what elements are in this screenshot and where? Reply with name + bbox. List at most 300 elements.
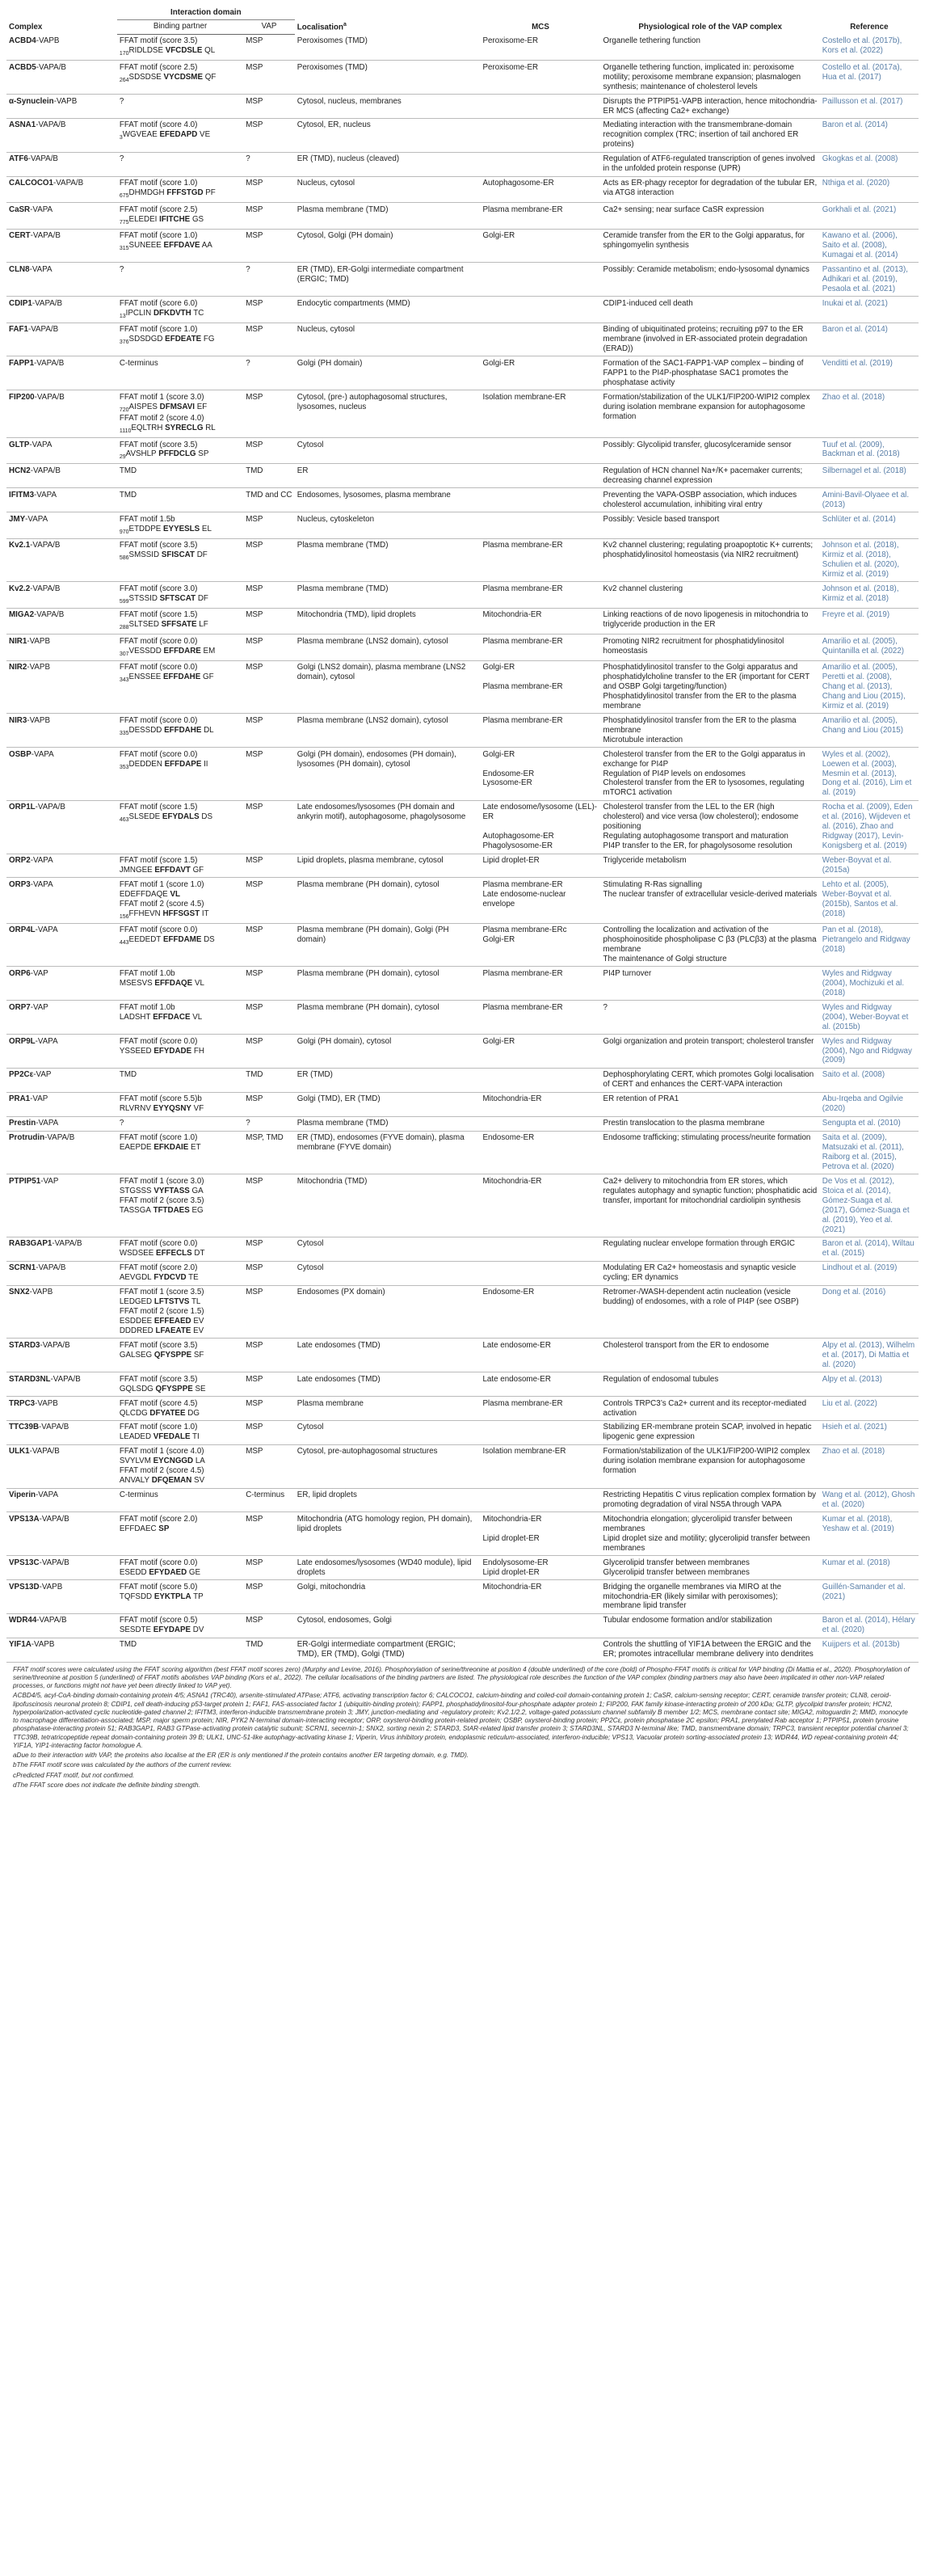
role-cell xyxy=(601,1035,820,1069)
col-vap: VAP xyxy=(243,19,295,34)
table-row xyxy=(6,263,919,297)
complex-name: Protrudin xyxy=(9,1133,45,1143)
mcs-line: Peroxisome-ER xyxy=(482,36,539,45)
role-cell xyxy=(601,748,820,801)
complex-vap: -VAPB xyxy=(27,715,51,725)
mcs-line: Lipid droplet-ER xyxy=(482,856,540,866)
binding-partner-cell xyxy=(117,923,243,967)
vap-domain-line: ? xyxy=(246,358,250,368)
motif-segment: ET xyxy=(188,1143,201,1152)
vap-domain-cell xyxy=(243,878,295,923)
role-line: Retromer-/WASH-dependent actin nucleation (vesicle budding) of endosomes, with a role of PI4P (see OSBP) xyxy=(603,1288,799,1307)
motif-segment: DV xyxy=(191,1625,204,1635)
vap-domain-cell xyxy=(243,1001,295,1035)
reference-cell xyxy=(820,263,919,297)
reference-line: Costello et al. (2017b), Kors et al. (2022) xyxy=(822,36,902,55)
role-line: Glycerolipid transfer between membranes xyxy=(603,1567,750,1577)
motif-segment: LF xyxy=(196,620,208,630)
reference-cell xyxy=(820,800,919,854)
binding-partner-cell xyxy=(117,854,243,878)
localisation-cell xyxy=(295,1116,481,1131)
vap-domain-cell xyxy=(243,263,295,297)
motif-score: FFAT motif (score 3.5) xyxy=(119,440,198,449)
motif-score: ? xyxy=(119,96,124,106)
mcs-cell xyxy=(480,1613,600,1638)
localisation-cell xyxy=(295,323,481,356)
role-cell xyxy=(601,1131,820,1174)
reference-cell xyxy=(820,1420,919,1444)
complex-cell xyxy=(6,176,117,202)
mcs-line: Golgi-ER xyxy=(482,663,515,672)
vap-domain-cell xyxy=(243,1261,295,1285)
mcs-line xyxy=(482,299,598,309)
complex-name: SCRN1 xyxy=(9,1263,36,1273)
complex-vap: -VAPA/B xyxy=(30,541,61,550)
vap-domain-line: MSP xyxy=(246,1094,263,1104)
localisation-cell xyxy=(295,1372,481,1397)
vap-domain-line: MSP xyxy=(246,325,263,335)
mcs-line: Phagolysosome-ER xyxy=(482,841,553,851)
role-line: Formation/stabilization of the ULK1/FIP200-WIPI2 complex during isolation membrane expansion for autophagosome formation xyxy=(603,1447,810,1476)
mcs-cell xyxy=(480,95,600,119)
localisation-line: Plasma membrane (TMD) xyxy=(296,541,389,550)
reference-line: Liu et al. (2022) xyxy=(822,1398,877,1408)
table-row xyxy=(6,878,919,923)
reference-cell xyxy=(820,1068,919,1092)
table-footnotes xyxy=(6,1663,919,1795)
complex-name: RAB3GAP1 xyxy=(9,1239,53,1249)
role-cell xyxy=(601,61,820,95)
binding-partner-cell xyxy=(117,748,243,801)
motif-segment: SF xyxy=(191,1350,204,1360)
mcs-cell xyxy=(480,1116,600,1131)
localisation-cell xyxy=(295,263,481,297)
col-reference: Reference xyxy=(850,23,889,32)
motif-segment: DF xyxy=(196,593,208,603)
role-line: Regulation of ATF6-regulated transcription of genes involved in the unfolded protein response (UPR) xyxy=(603,154,815,174)
localisation-line: ER xyxy=(296,466,309,475)
binding-partner-cell xyxy=(117,714,243,748)
mcs-line xyxy=(482,120,598,130)
motif-score: FFAT motif (score 3.5) xyxy=(119,36,198,46)
complex-name: CDIP1 xyxy=(9,298,32,308)
motif-segment: SESDTE xyxy=(119,1625,152,1635)
complex-name: ORP3 xyxy=(9,879,31,889)
localisation-cell xyxy=(295,356,481,390)
role-line: Stimulating R-Ras signalling xyxy=(603,879,703,889)
role-line: Cholesterol transfer from the LEL to the ER (high cholesterol) and vice versa (low cholesterol); endosome positioning xyxy=(603,803,799,832)
localisation-cell xyxy=(295,967,481,1001)
motif-segment: GQLSDG xyxy=(119,1384,153,1393)
reference-cell xyxy=(820,118,919,152)
mcs-cell xyxy=(480,635,600,660)
vap-domain-line: MSP xyxy=(246,179,263,188)
role-line: Binding of ubiquitinated proteins; recruiting p97 to the ER membrane (involved in ER-associated protein degradation (ERAD)) xyxy=(603,325,808,353)
mcs-line xyxy=(482,822,598,832)
complex-cell xyxy=(6,1556,117,1580)
reference-line: Alpy et al. (2013) xyxy=(822,1374,882,1384)
motif-score: FFAT motif (score 6.0) xyxy=(119,298,198,308)
complex-cell xyxy=(6,582,117,608)
complex-name: VPS13D xyxy=(9,1582,40,1592)
reference-line: Nthiga et al. (2020) xyxy=(822,179,890,188)
motif-score: FFAT motif (score 3.0) xyxy=(119,584,198,593)
motif-segment: EDEFFDAQE xyxy=(119,889,168,899)
motif-sequence xyxy=(120,760,241,771)
motif-score: FFAT motif (score 0.0) xyxy=(119,636,198,646)
vap-domain-line: MSP xyxy=(246,541,263,550)
complex-cell xyxy=(6,1444,117,1488)
vap-domain-cell xyxy=(243,1580,295,1614)
binding-partner-cell xyxy=(117,488,243,512)
reference-line: Pan et al. (2018), Pietrangelo and Ridgway (2018) xyxy=(822,925,910,955)
motif-segment: EFYDAED xyxy=(146,1567,187,1577)
binding-partner-cell xyxy=(117,1261,243,1285)
motif-segment: FYDCVD xyxy=(151,1273,187,1283)
motif-score: FFAT motif (score 4.0) xyxy=(119,120,198,130)
reference-line: Wang et al. (2012), Ghosh et al. (2020) xyxy=(822,1490,915,1509)
complex-name: ORP7 xyxy=(9,1002,31,1012)
table-row xyxy=(6,323,919,356)
motif-segment: VF xyxy=(191,1104,204,1114)
motif-segment: EFFDAME xyxy=(161,935,202,945)
reference-cell xyxy=(820,1339,919,1372)
reference-line: Silbernagel et al. (2018) xyxy=(822,466,906,475)
motif-sequence xyxy=(120,1385,241,1394)
reference-line: Amarilio et al. (2005), Peretti et al. (2008), Chang et al. (2013), Chang and Liou (2015), Kirmiz et al. (2019) xyxy=(822,663,906,710)
role-line: Golgi organization and protein transport; cholesterol transfer xyxy=(603,1036,814,1046)
complex-cell xyxy=(6,1131,117,1174)
localisation-cell xyxy=(295,1638,481,1662)
role-line: Regulation of PI4P levels on endosomes xyxy=(603,769,746,778)
binding-partner-cell xyxy=(117,95,243,119)
mcs-cell xyxy=(480,488,600,512)
motif-segment: SE xyxy=(192,1384,206,1393)
mcs-line: Late endosome-nuclear envelope xyxy=(482,889,566,909)
table-row xyxy=(6,512,919,538)
motif-segment: EAEPDE xyxy=(119,1143,152,1152)
role-line: PI4P transfer to the ER, for phagolysosome resolution xyxy=(603,841,793,851)
role-line: Tubular endosome formation and/or stabilization xyxy=(603,1616,772,1625)
vap-domain-line: MSP xyxy=(246,440,263,449)
localisation-line: Cytosol, (pre-) autophagosomal structures, lysosomes, nucleus xyxy=(296,392,448,411)
complex-cell xyxy=(6,1420,117,1444)
localisation-line: Nucleus, cytosol xyxy=(296,325,355,335)
vap-domain-line: MSP xyxy=(246,298,263,308)
motif-segment: EFDEATE xyxy=(162,335,202,344)
vap-domain-line: MSP xyxy=(246,1447,263,1457)
motif-score: FFAT motif 1 (score 3.0) xyxy=(119,392,204,402)
motif-segment: SYRECLG xyxy=(162,424,204,433)
complex-vap: -VAPA xyxy=(30,879,53,889)
motif-score: ? xyxy=(119,1119,124,1128)
reference-cell xyxy=(820,1001,919,1035)
mcs-line: Plasma membrane-ERc xyxy=(482,925,567,935)
complex-cell xyxy=(6,1339,117,1372)
table-row xyxy=(6,923,919,967)
motif-score: ? xyxy=(119,154,124,164)
complex-name: FIP200 xyxy=(9,392,35,402)
motif-position: 264 xyxy=(119,77,129,83)
localisation-cell xyxy=(295,1580,481,1614)
role-cell xyxy=(601,714,820,748)
complex-vap: -VAP xyxy=(30,1002,48,1012)
complex-vap: -VAPA/B xyxy=(30,466,61,475)
reference-line: Freyre et al. (2019) xyxy=(822,610,890,620)
role-line: Dephosphorylating CERT, which promotes Golgi localisation of CERT and enhances the CERT-VAPA interaction xyxy=(603,1070,814,1090)
motif-score: FFAT motif (score 3.5) xyxy=(119,1340,198,1350)
complex-vap: -VAP xyxy=(30,968,48,978)
motif-position: 586 xyxy=(119,555,129,562)
reference-line: Hsieh et al. (2021) xyxy=(822,1423,887,1432)
vap-domain-cell xyxy=(243,635,295,660)
vap-domain-cell xyxy=(243,582,295,608)
table-row xyxy=(6,1092,919,1116)
vap-domain-cell xyxy=(243,1068,295,1092)
vap-domain-cell xyxy=(243,356,295,390)
motif-sequence xyxy=(120,46,241,57)
reference-line: Baron et al. (2014), Wiltau et al. (2015) xyxy=(822,1239,914,1258)
motif-segment: EFYDADE xyxy=(151,1046,192,1056)
role-line: Cholesterol transport from the ER to endosome xyxy=(603,1340,769,1350)
localisation-line: Golgi (TMD), ER (TMD) xyxy=(296,1094,381,1104)
motif-segment: QL xyxy=(202,46,216,56)
role-cell xyxy=(601,635,820,660)
motif-segment: FFHEVN xyxy=(128,909,161,918)
motif-segment: FFFSTGD xyxy=(164,188,204,198)
motif-segment: EFKDAIE xyxy=(151,1143,189,1152)
vap-domain-line: C-terminus xyxy=(246,1490,285,1500)
localisation-line: Golgi, mitochondria xyxy=(296,1582,366,1592)
complex-vap: -VAPA xyxy=(25,514,48,524)
table-row xyxy=(6,118,919,152)
motif-segment: RLVRNV xyxy=(119,1104,151,1114)
localisation-line: Nucleus, cytoskeleton xyxy=(296,514,375,524)
role-line: Disrupts the PTPIP51-VAPB interaction, hence mitochondria-ER MCS (affecting Ca2+ exchange) xyxy=(603,96,818,116)
complex-vap: -VAPA/B xyxy=(50,1374,81,1384)
vap-domain-line: MSP xyxy=(246,856,263,866)
motif-segment: EFFDAQE xyxy=(152,978,193,988)
complex-vap: -VAPA xyxy=(31,749,54,759)
role-cell xyxy=(601,1001,820,1035)
motif-segment: SP xyxy=(156,1524,170,1533)
localisation-line: Plasma membrane (TMD) xyxy=(296,1119,389,1128)
mcs-line xyxy=(482,1616,598,1625)
motif-sequence xyxy=(120,1317,241,1326)
reference-line: Schlüter et al. (2014) xyxy=(822,514,896,524)
vap-domain-cell xyxy=(243,152,295,176)
complex-name: NIR1 xyxy=(9,636,27,646)
binding-partner-cell xyxy=(117,1174,243,1237)
col-physiological-role: Physiological role of the VAP complex xyxy=(638,23,782,32)
mcs-line: Endosome-ER xyxy=(482,1133,535,1143)
complex-name: VPS13C xyxy=(9,1558,40,1567)
motif-segment: DHMDGH xyxy=(128,188,165,198)
motif-segment: VL xyxy=(190,1012,203,1022)
binding-partner-cell xyxy=(117,1092,243,1116)
localisation-cell xyxy=(295,297,481,323)
mcs-line xyxy=(482,1070,598,1080)
localisation-cell xyxy=(295,176,481,202)
mcs-cell xyxy=(480,512,600,538)
vap-domain-line: MSP xyxy=(246,62,263,72)
vap-domain-line: MSP xyxy=(246,610,263,620)
motif-segment: TP xyxy=(191,1592,204,1601)
complex-vap: -VAPA xyxy=(34,490,57,500)
complex-cell xyxy=(6,229,117,263)
complex-name: ASNA1 xyxy=(9,120,36,130)
role-line: Ceramide transfer from the ER to the Golgi apparatus, for sphingomyelin synthesis xyxy=(603,231,805,250)
role-cell xyxy=(601,152,820,176)
complex-cell xyxy=(6,297,117,323)
motif-segment: II xyxy=(201,759,208,769)
motif-segment: EFEDAPD xyxy=(157,130,198,140)
motif-segment: VFEDALE xyxy=(151,1432,191,1442)
complex-cell xyxy=(6,1174,117,1237)
vap-domain-line: MSP xyxy=(246,749,263,759)
role-cell xyxy=(601,34,820,60)
mcs-line: Mitochondria-ER xyxy=(482,1514,542,1524)
motif-segment: SFFSATE xyxy=(158,620,197,630)
reference-cell xyxy=(820,1237,919,1261)
complex-cell xyxy=(6,608,117,634)
motif-position: 675 xyxy=(119,193,129,200)
col-mcs: MCS xyxy=(532,23,549,32)
localisation-line: Late endosomes (TMD) xyxy=(296,1374,381,1384)
vap-domain-cell xyxy=(243,748,295,801)
mcs-line xyxy=(482,325,598,335)
localisation-cell xyxy=(295,1001,481,1035)
vap-domain-cell xyxy=(243,1174,295,1237)
mcs-line: Golgi-ER xyxy=(482,358,515,368)
mcs-line: Peroxisome-ER xyxy=(482,62,539,72)
localisation-cell xyxy=(295,1092,481,1116)
reference-line: Wyles and Ridgway (2004), Ngo and Ridgway (2009) xyxy=(822,1036,912,1065)
mcs-cell xyxy=(480,582,600,608)
complex-vap: -VAPA/B xyxy=(39,1514,69,1524)
footnote: FFAT motif scores were calculated using the FFAT scoring algorithm (best FFAT motif scores zero) (Murphy and Levine, 2016). Phosphorylation of serine/threonine at position 4 (double underlined) of the core (bold) of Phospho-FFAT motifs is critical for VAP binding (Di Mattia et al., 2020). Phosphorylation of serine/threonine at position 5 (underlined) of FFAT motifs abolishes VAP binding (Kors et al., 2022). The cellular localisations of the binding partners are listed. The physiological role describes the function of the VAP complex (binding partners may also have been implicated in other non-VAP related processes, or functions might not have yet been directly linked to VAP yet). xyxy=(13,1665,910,1690)
reference-cell xyxy=(820,512,919,538)
binding-partner-cell xyxy=(117,878,243,923)
binding-partner-cell xyxy=(117,229,243,263)
reference-cell xyxy=(820,61,919,95)
mcs-cell xyxy=(480,323,600,356)
motif-segment: LEADED xyxy=(119,1432,152,1442)
role-line: Kv2 channel clustering xyxy=(603,584,683,593)
binding-partner-cell xyxy=(117,1131,243,1174)
motif-score: FFAT motif (score 0.0) xyxy=(119,1036,198,1046)
reference-cell xyxy=(820,660,919,714)
motif-position: 13 xyxy=(119,313,126,319)
mcs-line: Plasma membrane-ER xyxy=(482,682,563,692)
role-line: CDIP1-induced cell death xyxy=(603,298,693,308)
complex-name: HCN2 xyxy=(9,466,31,475)
vap-domain-line: MSP xyxy=(246,1239,263,1249)
motif-segment: SFISCAT xyxy=(159,550,195,560)
mcs-cell xyxy=(480,967,600,1001)
mcs-line: Plasma membrane-ER xyxy=(482,636,563,646)
complex-cell xyxy=(6,1397,117,1421)
table-row xyxy=(6,1580,919,1614)
vap-domain-line: TMD and CC xyxy=(246,490,292,500)
motif-sequence xyxy=(120,1409,241,1419)
vap-domain-line: TMD xyxy=(246,1070,263,1080)
localisation-cell xyxy=(295,488,481,512)
mcs-cell xyxy=(480,1512,600,1556)
role-cell xyxy=(601,438,820,464)
motif-position: 343 xyxy=(119,677,129,684)
motif-sequence xyxy=(120,241,241,252)
localisation-line: Golgi (PH domain), endosomes (PH domain), lysosomes (PH domain), cytosol xyxy=(296,749,456,769)
mcs-line xyxy=(482,760,598,769)
role-line: Phosphatidylinositol transfer from the ER to the plasma membrane xyxy=(603,691,797,710)
complex-name: ORP6 xyxy=(9,968,31,978)
binding-partner-cell xyxy=(117,390,243,438)
motif-segment: AA xyxy=(200,240,212,250)
role-line: Microtubule interaction xyxy=(603,735,683,744)
complex-name: CALCOCO1 xyxy=(9,179,53,188)
vap-domain-line: ? xyxy=(246,264,250,274)
vap-domain-line: MSP xyxy=(246,1374,263,1384)
col-localisation: Localisation$^a$ xyxy=(296,22,347,32)
table-row xyxy=(6,635,919,660)
motif-sequence xyxy=(120,1476,241,1486)
motif-segment: EFFDAVE xyxy=(161,240,200,250)
role-cell xyxy=(601,1092,820,1116)
mcs-line xyxy=(482,154,598,164)
localisation-cell xyxy=(295,878,481,923)
complex-cell xyxy=(6,438,117,464)
reference-line: Kumar et al. (2018), Yeshaw et al. (2019) xyxy=(822,1514,894,1533)
localisation-cell xyxy=(295,390,481,438)
footnote: cPredicted FFAT motif, but not confirmed. xyxy=(13,1771,135,1779)
localisation-line: Peroxisomes (TMD) xyxy=(296,36,368,45)
binding-partner-cell xyxy=(117,1285,243,1339)
binding-partner-cell xyxy=(117,660,243,714)
table-body xyxy=(6,34,919,1662)
motif-segment: ENSSEE xyxy=(128,672,162,682)
motif-position: 315 xyxy=(119,245,129,251)
reference-line: Dong et al. (2016) xyxy=(822,1288,886,1297)
role-line: Lipid droplet size and motility; glycerolipid transfer between membranes xyxy=(603,1533,810,1553)
mcs-line: Endosome-ER xyxy=(482,1288,535,1297)
complex-vap: -VAPB xyxy=(39,1582,63,1592)
complex-name: CERT xyxy=(9,231,31,241)
motif-score: FFAT motif (score 2.5) xyxy=(119,62,198,72)
vap-domain-line: MSP xyxy=(246,879,263,889)
reference-line: Kuijpers et al. (2013b) xyxy=(822,1640,900,1650)
motif-score: FFAT motif (score 1.5) xyxy=(119,610,198,620)
motif-score: TMD xyxy=(119,1070,137,1080)
role-cell xyxy=(601,1372,820,1397)
mcs-line xyxy=(482,491,598,500)
localisation-line: Golgi (LNS2 domain), plasma membrane (LNS2 domain), cytosol xyxy=(296,663,466,682)
motif-position: 156 xyxy=(119,913,129,920)
localisation-line: Cytosol xyxy=(296,1239,324,1249)
role-cell xyxy=(601,118,820,152)
binding-partner-cell xyxy=(117,1237,243,1261)
footnote: dThe FFAT score does not indicate the definite binding strength. xyxy=(13,1781,200,1789)
localisation-line: Peroxisomes (TMD) xyxy=(296,62,368,72)
motif-segment: ETDDPE xyxy=(128,524,162,533)
motif-segment: QFYSPPE xyxy=(152,1350,192,1360)
role-line: Possibly: Glycolipid transfer, glucosylceramide sensor xyxy=(603,440,792,449)
vap-domain-line: MSP xyxy=(246,1036,263,1046)
mcs-cell xyxy=(480,1131,600,1174)
motif-segment: LEDGED xyxy=(119,1297,153,1307)
binding-partner-cell xyxy=(117,1512,243,1556)
table-row xyxy=(6,608,919,634)
